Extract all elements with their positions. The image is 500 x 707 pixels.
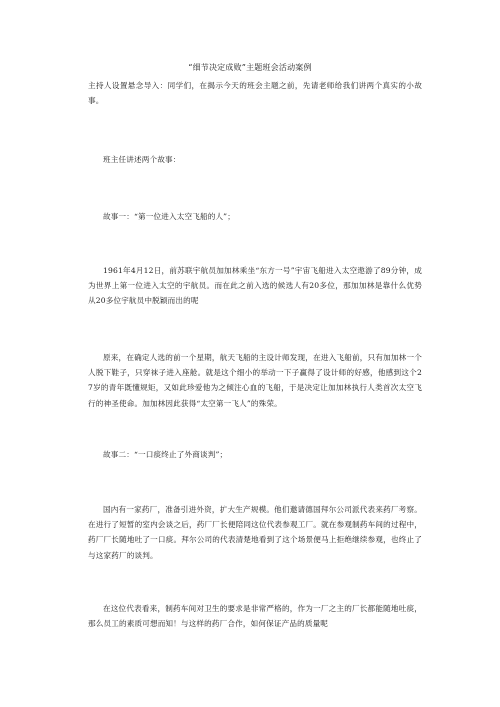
story-two-paragraph-2: 在这位代表看来，制药车间对卫生的要求是非常严格的，作为一厂之主的厂长都能随地吐痰，那么员工的素质可想而知！与这样的药厂合作，如何保证产品的质量呢 bbox=[88, 604, 422, 629]
story-two-paragraph-1: 国内有一家药厂，准备引进外资，扩大生产规模。他们邀请德国拜尔公司派代表来药厂考察。在进行了短暂的室内会谈之后，药厂厂长便陪同这位代表参观工厂。就在参观制药车间的过程中，药厂厂长随地吐了一口痰。拜尔公司的代表清楚地看到了这个场景便马上拒绝继续参观，也终止了与这家药厂的谈判。 bbox=[88, 505, 422, 560]
story-two-heading: 故事二：“一口痰终止了外商谈判”； bbox=[103, 450, 228, 459]
teacher-intro-paragraph: 班主任讲述两个故事： bbox=[103, 155, 181, 164]
document-title: “细节决定成败”主题班会活动案例 bbox=[188, 63, 312, 72]
story-one-paragraph-2: 原来，在确定人选的前一个星期，航天飞船的主设计师发现，在进入飞船前，只有加加林一个人脱下鞋子，只穿袜子进入座舱。就是这个细小的举动一下子赢得了设计师的好感，他感到这个27岁的青年既懂规矩，又如此珍爱他为之倾注心血的飞船，于是决定让加加林执行人类首次太空飞行的神圣使命。加加林因此获得“太空第一飞人”的殊荣。 bbox=[88, 353, 422, 408]
story-one-paragraph-1: 1961年4月12日，前苏联宇航员加加林乘坐“东方一号”宇宙飞船进入太空遨游了89分钟，成为世界上第一位进入太空的宇航员。而在此之前入选的候选人有20多位，那加加林是靠什么优势从20多位宇航员中脱颖而出的呢 bbox=[88, 266, 422, 306]
intro-paragraph: 主持人设置悬念导入：同学们，在揭示今天的班会主题之前，先请老师给我们讲两个真实的小故事。 bbox=[88, 81, 422, 106]
story-one-heading: 故事一：“第一位进入太空飞船的人”； bbox=[103, 212, 235, 221]
